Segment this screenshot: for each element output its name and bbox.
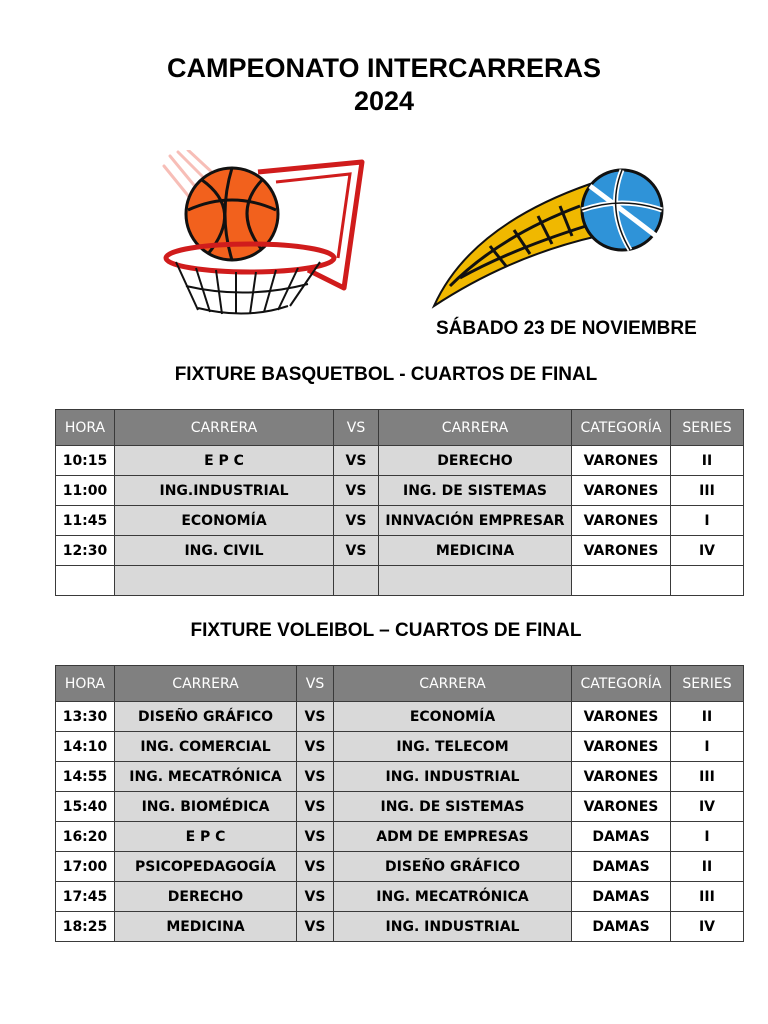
vs-cell: VS <box>334 506 379 536</box>
carrera-rival-cell: ING. DE SISTEMAS <box>379 476 572 506</box>
series-cell: III <box>671 476 744 506</box>
vs-cell: VS <box>297 852 334 882</box>
carrera-cell: ECONOMÍA <box>115 506 334 536</box>
hora-cell: 14:55 <box>56 762 115 792</box>
column-header-categoria: CATEGORÍA <box>572 666 671 702</box>
hora-cell <box>56 566 115 596</box>
series-cell: I <box>671 732 744 762</box>
vs-cell <box>334 566 379 596</box>
series-cell: II <box>671 446 744 476</box>
carrera-rival-cell: ADM DE EMPRESAS <box>334 822 572 852</box>
vs-cell: VS <box>297 912 334 942</box>
column-header-carrera-rival: CARRERA <box>334 666 572 702</box>
carrera-rival-cell: ECONOMÍA <box>334 702 572 732</box>
carrera-rival-cell: DISEÑO GRÁFICO <box>334 852 572 882</box>
hora-cell: 16:20 <box>56 822 115 852</box>
hora-cell: 12:30 <box>56 536 115 566</box>
column-header-hora: HORA <box>56 410 115 446</box>
categoria-cell: DAMAS <box>572 912 671 942</box>
vs-cell: VS <box>334 446 379 476</box>
hora-cell: 17:45 <box>56 882 115 912</box>
carrera-cell: PSICOPEDAGOGÍA <box>115 852 297 882</box>
table-row <box>56 912 744 942</box>
categoria-cell: VARONES <box>572 732 671 762</box>
column-header-categoria: CATEGORÍA <box>572 410 671 446</box>
basketball-fixture-table <box>55 409 744 596</box>
carrera-cell: ING. COMERCIAL <box>115 732 297 762</box>
categoria-cell: VARONES <box>572 446 671 476</box>
carrera-cell: ING. MECATRÓNICA <box>115 762 297 792</box>
volleyball-fixture-heading: FIXTURE VOLEIBOL – CUARTOS DE FINAL <box>190 620 582 641</box>
table-row <box>56 506 744 536</box>
table-row <box>56 732 744 762</box>
table-row <box>56 566 744 596</box>
series-cell: IV <box>671 536 744 566</box>
series-cell <box>671 566 744 596</box>
hora-cell: 11:45 <box>56 506 115 536</box>
carrera-cell <box>115 566 334 596</box>
vs-cell: VS <box>297 822 334 852</box>
table-row <box>56 822 744 852</box>
series-cell: IV <box>671 792 744 822</box>
table-row <box>56 882 744 912</box>
carrera-rival-cell: ING. TELECOM <box>334 732 572 762</box>
hora-cell: 14:10 <box>56 732 115 762</box>
table-header-row <box>56 666 744 702</box>
carrera-rival-cell: ING. MECATRÓNICA <box>334 882 572 912</box>
table-header-row <box>56 410 744 446</box>
volleyball-icon <box>430 166 670 310</box>
carrera-rival-cell: ING. INDUSTRIAL <box>334 762 572 792</box>
table-row <box>56 702 744 732</box>
volleyball-fixture-table <box>55 665 744 942</box>
vs-cell: VS <box>297 882 334 912</box>
basketball-hoop-icon <box>158 150 368 320</box>
carrera-cell: MEDICINA <box>115 912 297 942</box>
table-row <box>56 792 744 822</box>
carrera-cell: E P C <box>115 446 334 476</box>
series-cell: II <box>671 852 744 882</box>
hora-cell: 18:25 <box>56 912 115 942</box>
hora-cell: 11:00 <box>56 476 115 506</box>
carrera-rival-cell <box>379 566 572 596</box>
categoria-cell: VARONES <box>572 792 671 822</box>
hora-cell: 15:40 <box>56 792 115 822</box>
categoria-cell: VARONES <box>572 506 671 536</box>
vs-cell: VS <box>297 702 334 732</box>
series-cell: III <box>671 762 744 792</box>
column-header-vs: VS <box>334 410 379 446</box>
vs-cell: VS <box>334 536 379 566</box>
carrera-cell: ING. CIVIL <box>115 536 334 566</box>
carrera-cell: ING. BIOMÉDICA <box>115 792 297 822</box>
hora-cell: 13:30 <box>56 702 115 732</box>
table-row <box>56 762 744 792</box>
column-header-carrera-rival: CARRERA <box>379 410 572 446</box>
table-row <box>56 446 744 476</box>
categoria-cell: DAMAS <box>572 822 671 852</box>
categoria-cell: VARONES <box>572 476 671 506</box>
vs-cell: VS <box>297 732 334 762</box>
categoria-cell: DAMAS <box>572 852 671 882</box>
categoria-cell: VARONES <box>572 762 671 792</box>
categoria-cell <box>572 566 671 596</box>
series-cell: I <box>671 822 744 852</box>
column-header-vs: VS <box>297 666 334 702</box>
table-row <box>56 852 744 882</box>
categoria-cell: DAMAS <box>572 882 671 912</box>
carrera-cell: ING.INDUSTRIAL <box>115 476 334 506</box>
series-cell: I <box>671 506 744 536</box>
series-cell: IV <box>671 912 744 942</box>
carrera-rival-cell: ING. INDUSTRIAL <box>334 912 572 942</box>
hora-cell: 10:15 <box>56 446 115 476</box>
series-cell: II <box>671 702 744 732</box>
carrera-rival-cell: DERECHO <box>379 446 572 476</box>
column-header-hora: HORA <box>56 666 115 702</box>
page-title <box>0 52 768 118</box>
column-header-series: SERIES <box>671 666 744 702</box>
column-header-carrera: CARRERA <box>115 410 334 446</box>
carrera-cell: DISEÑO GRÁFICO <box>115 702 297 732</box>
hora-cell: 17:00 <box>56 852 115 882</box>
column-header-carrera: CARRERA <box>115 666 297 702</box>
carrera-cell: E P C <box>115 822 297 852</box>
vs-cell: VS <box>334 476 379 506</box>
event-date: SÁBADO 23 DE NOVIEMBRE <box>436 318 697 339</box>
carrera-rival-cell: MEDICINA <box>379 536 572 566</box>
categoria-cell: VARONES <box>572 702 671 732</box>
categoria-cell: VARONES <box>572 536 671 566</box>
table-row <box>56 536 744 566</box>
carrera-cell: DERECHO <box>115 882 297 912</box>
table-row <box>56 476 744 506</box>
carrera-rival-cell: INNVACIÓN EMPRESAR <box>379 506 572 536</box>
title-line-1: CAMPEONATO INTERCARRERAS <box>166 53 602 83</box>
vs-cell: VS <box>297 762 334 792</box>
basketball-fixture-heading: FIXTURE BASQUETBOL - CUARTOS DE FINAL <box>174 364 598 385</box>
title-line-2: 2024 <box>353 86 415 116</box>
column-header-series: SERIES <box>671 410 744 446</box>
vs-cell: VS <box>297 792 334 822</box>
series-cell: III <box>671 882 744 912</box>
carrera-rival-cell: ING. DE SISTEMAS <box>334 792 572 822</box>
